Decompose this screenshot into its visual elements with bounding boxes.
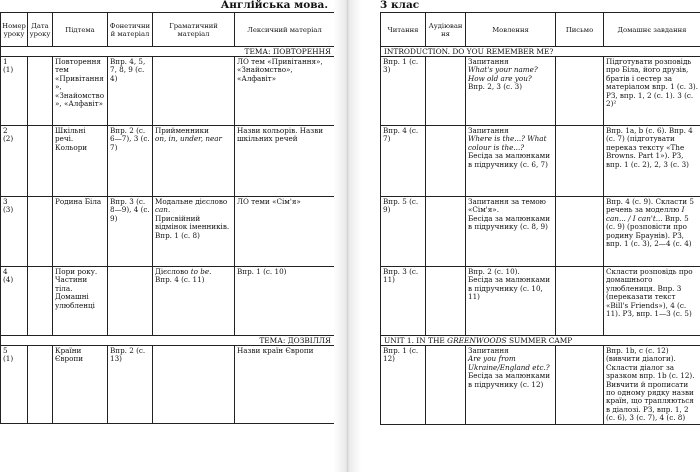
speaking-example: What's your name? How old are you? [468,65,538,83]
subtopic: Родина Біла [53,197,108,267]
listening [426,267,466,336]
writing [556,267,604,336]
table-row [381,346,700,425]
grammar-text: Прийменники [155,126,209,135]
subtopic: Повторення тем «Привітання», «Знайомство», «Алфавіт» [53,57,108,126]
reading: Впр. 3 (с. 11) [381,267,426,336]
header-row [1,13,335,47]
header-speaking: Мовлення [466,13,556,47]
unit-title-camp-name: GREENWOODS [447,336,507,345]
listening [426,57,466,126]
header-grammar: Граматичний матеріал [153,13,235,47]
header-writing: Письмо [556,13,604,47]
homework-text: Впр. 4 (с. 9). Скласти 5 речень за моделлю [606,197,694,215]
speaking-note: Бесіда за малюнками в підручнику (с. 12) [468,371,550,389]
lesson-date [28,126,53,197]
table-row [381,126,700,197]
subtopic: Шкільні речі. Кольори [53,126,108,197]
speaking-text: Запитання [468,126,509,135]
lexical: Назви кольорів. Назви шкільних речей [235,126,335,197]
homework-note: Впр. 5 (с. 9) (розповісти про родину Браунів). РЗ, впр. 1 (с. 3), 2—4 (с. 4) [606,213,692,249]
reading: Впр. 4 (с. 7) [381,126,426,197]
grammar-text: Модальне дієслово [155,197,228,206]
subtopic: Країни Європи [53,346,108,424]
lexical: ЛО тем «Привітання», «Знайомство», «Алфавіт» [235,57,335,126]
table-row [381,267,700,336]
section-title: INTRODUCTION. DO YOU REMEMBER ME? [381,47,700,57]
speaking [466,346,556,425]
speaking [466,197,556,267]
table-row [1,126,335,197]
table-row [381,57,700,126]
lexical: ЛО теми «Сім'я» [235,197,335,267]
lexical: Назви країн Європи [235,346,335,424]
unit-title-part: SUMMER CAMP [508,336,573,345]
grammar-text: Дієслово [155,267,189,276]
reading: Впр. 1 (с. 12) [381,346,426,425]
speaking-note: Бесіда за малюнками в підручнику (с. 6, 7) [468,151,550,169]
lesson-plan-table-right [380,12,700,425]
grammar [153,267,235,336]
grammar [153,346,235,424]
header-lesson-date: Дата уроку [28,13,53,47]
header-lexical: Лексичний матеріал [235,13,335,47]
header-phonetic: Фонетичний матеріал [108,13,153,47]
lesson-number: 2 (2) [1,126,28,197]
table-row [381,197,700,267]
unit-title-part: UNIT 1. IN THE [384,336,445,345]
lesson-number: 3 (3) [1,197,28,267]
table-row [1,197,335,267]
section-title: ТЕМА: ПОВТОРЕННЯ [1,47,335,57]
speaking-note: Бесіда за малюнками в підручнику (с. 10, 11) [468,275,550,302]
section-row [381,336,700,346]
phonetic [108,267,153,336]
grammar-note: Присвійний відмінок іменників. Впр. 1 (с. 8) [155,213,230,240]
lesson-date [28,267,53,336]
listening [426,346,466,425]
grammar [153,57,235,126]
speaking-text: Запитання [468,57,509,66]
grammar-example: on, in, under, near [155,134,222,144]
grammar-note: Впр. 4 (с. 11) [155,275,205,285]
book-gutter [334,0,361,472]
table-row [1,346,335,424]
grammar-example: to be. [190,267,212,276]
grade-title: 3 клас [380,0,420,11]
speaking-note: Бесіда за малюнками в підручнику (с. 8, 9) [468,213,550,232]
speaking-example: Are you from Ukraine/England etc.? [468,354,550,372]
table-row [1,57,335,126]
header-lesson-number: Номер уроку [1,13,28,47]
reading: Впр. 1 (с. 3) [381,57,426,126]
speaking [466,126,556,197]
left-page [0,0,334,472]
homework-example: I can... / I can't... [606,205,685,223]
section-row [381,47,700,57]
lesson-date [28,197,53,267]
homework: Впр. 1а, b (с. 6). Впр. 4 (с. 7) (підготувати переказ тексту «The Browns. Part 1»). РЗ, впр. 1 (с. 2), 2, 3 (с. 3) [604,126,700,197]
reading: Впр. 5 (с. 9) [381,197,426,267]
speaking [466,267,556,336]
homework: Впр. 1b, c (с. 12) (вивчити діалоги). Скласти діалог за зразком впр. 1b (с. 12). Вивчити й прописати по одному рядку назви країн, що трапляються в діалозі. РЗ, впр. 1, 2 (с. 6), 3 (с. 7), 4 (с. 8) [604,346,700,425]
phonetic: Впр. 2 (с. 6—7), 3 (с. 7) [108,126,153,197]
listening [426,197,466,267]
section-row [1,336,335,346]
writing [556,57,604,126]
speaking [466,57,556,126]
speaking-text: Впр. 2 (с. 10). [468,267,520,276]
grammar-example: can. [155,205,171,215]
listening [426,126,466,197]
speaking-text: Запитання [468,346,509,355]
lesson-date [28,57,53,126]
header-homework: Домашнє завдання [604,13,700,47]
speaking-text: Запитання за темою «Сім'я». [468,197,546,215]
subject-title: Англійська мова. [220,0,328,11]
phonetic: Впр. 4, 5, 7, 8, 9 (с. 4) [108,57,153,126]
header-subtopic: Підтема [53,13,108,47]
lesson-number: 5 (1) [1,346,28,424]
phonetic: Впр. 2 (с. 13) [108,346,153,424]
right-page [361,0,700,472]
lesson-date [28,346,53,424]
subtopic: Пори року. Частини тіла. Домашні улюбленці [53,267,108,336]
grammar [153,126,235,197]
homework [604,197,700,267]
lesson-plan-table-left [0,12,334,424]
speaking-note: Впр. 2, 3 (с. 3) [468,82,523,92]
writing [556,126,604,197]
section-title: ТЕМА: ДОЗВІЛЛЯ [1,336,335,346]
header-row [381,13,700,47]
grammar [153,197,235,267]
section-row [1,47,335,57]
writing [556,197,604,267]
homework: Підготувати розповідь про Біла, його друзів, братів і сестер за матеріалом впр. 1 (с. 3). РЗ, впр. 1, 2 (с. 1). 3 (с. 2)² [604,57,700,126]
lesson-number: 4 (4) [1,267,28,336]
table-row [1,267,335,336]
phonetic: Впр. 3 (с. 8—9), 4 (с. 9) [108,197,153,267]
homework: Скласти розповідь про домашнього улюблениця. Впр. 3 (переказати текст «Bill's Friends»), 4 (с. 11). РЗ, впр. 1—3 (с. 5) [604,267,700,336]
header-reading: Читання [381,13,426,47]
speaking-example: Where is the...? What colour is the...? [468,134,547,152]
section-title [381,336,700,346]
lexical: Впр. 1 (с. 10) [235,267,335,336]
lesson-number: 1 (1) [1,57,28,126]
writing [556,346,604,425]
header-listening: Аудіювання [426,13,466,47]
